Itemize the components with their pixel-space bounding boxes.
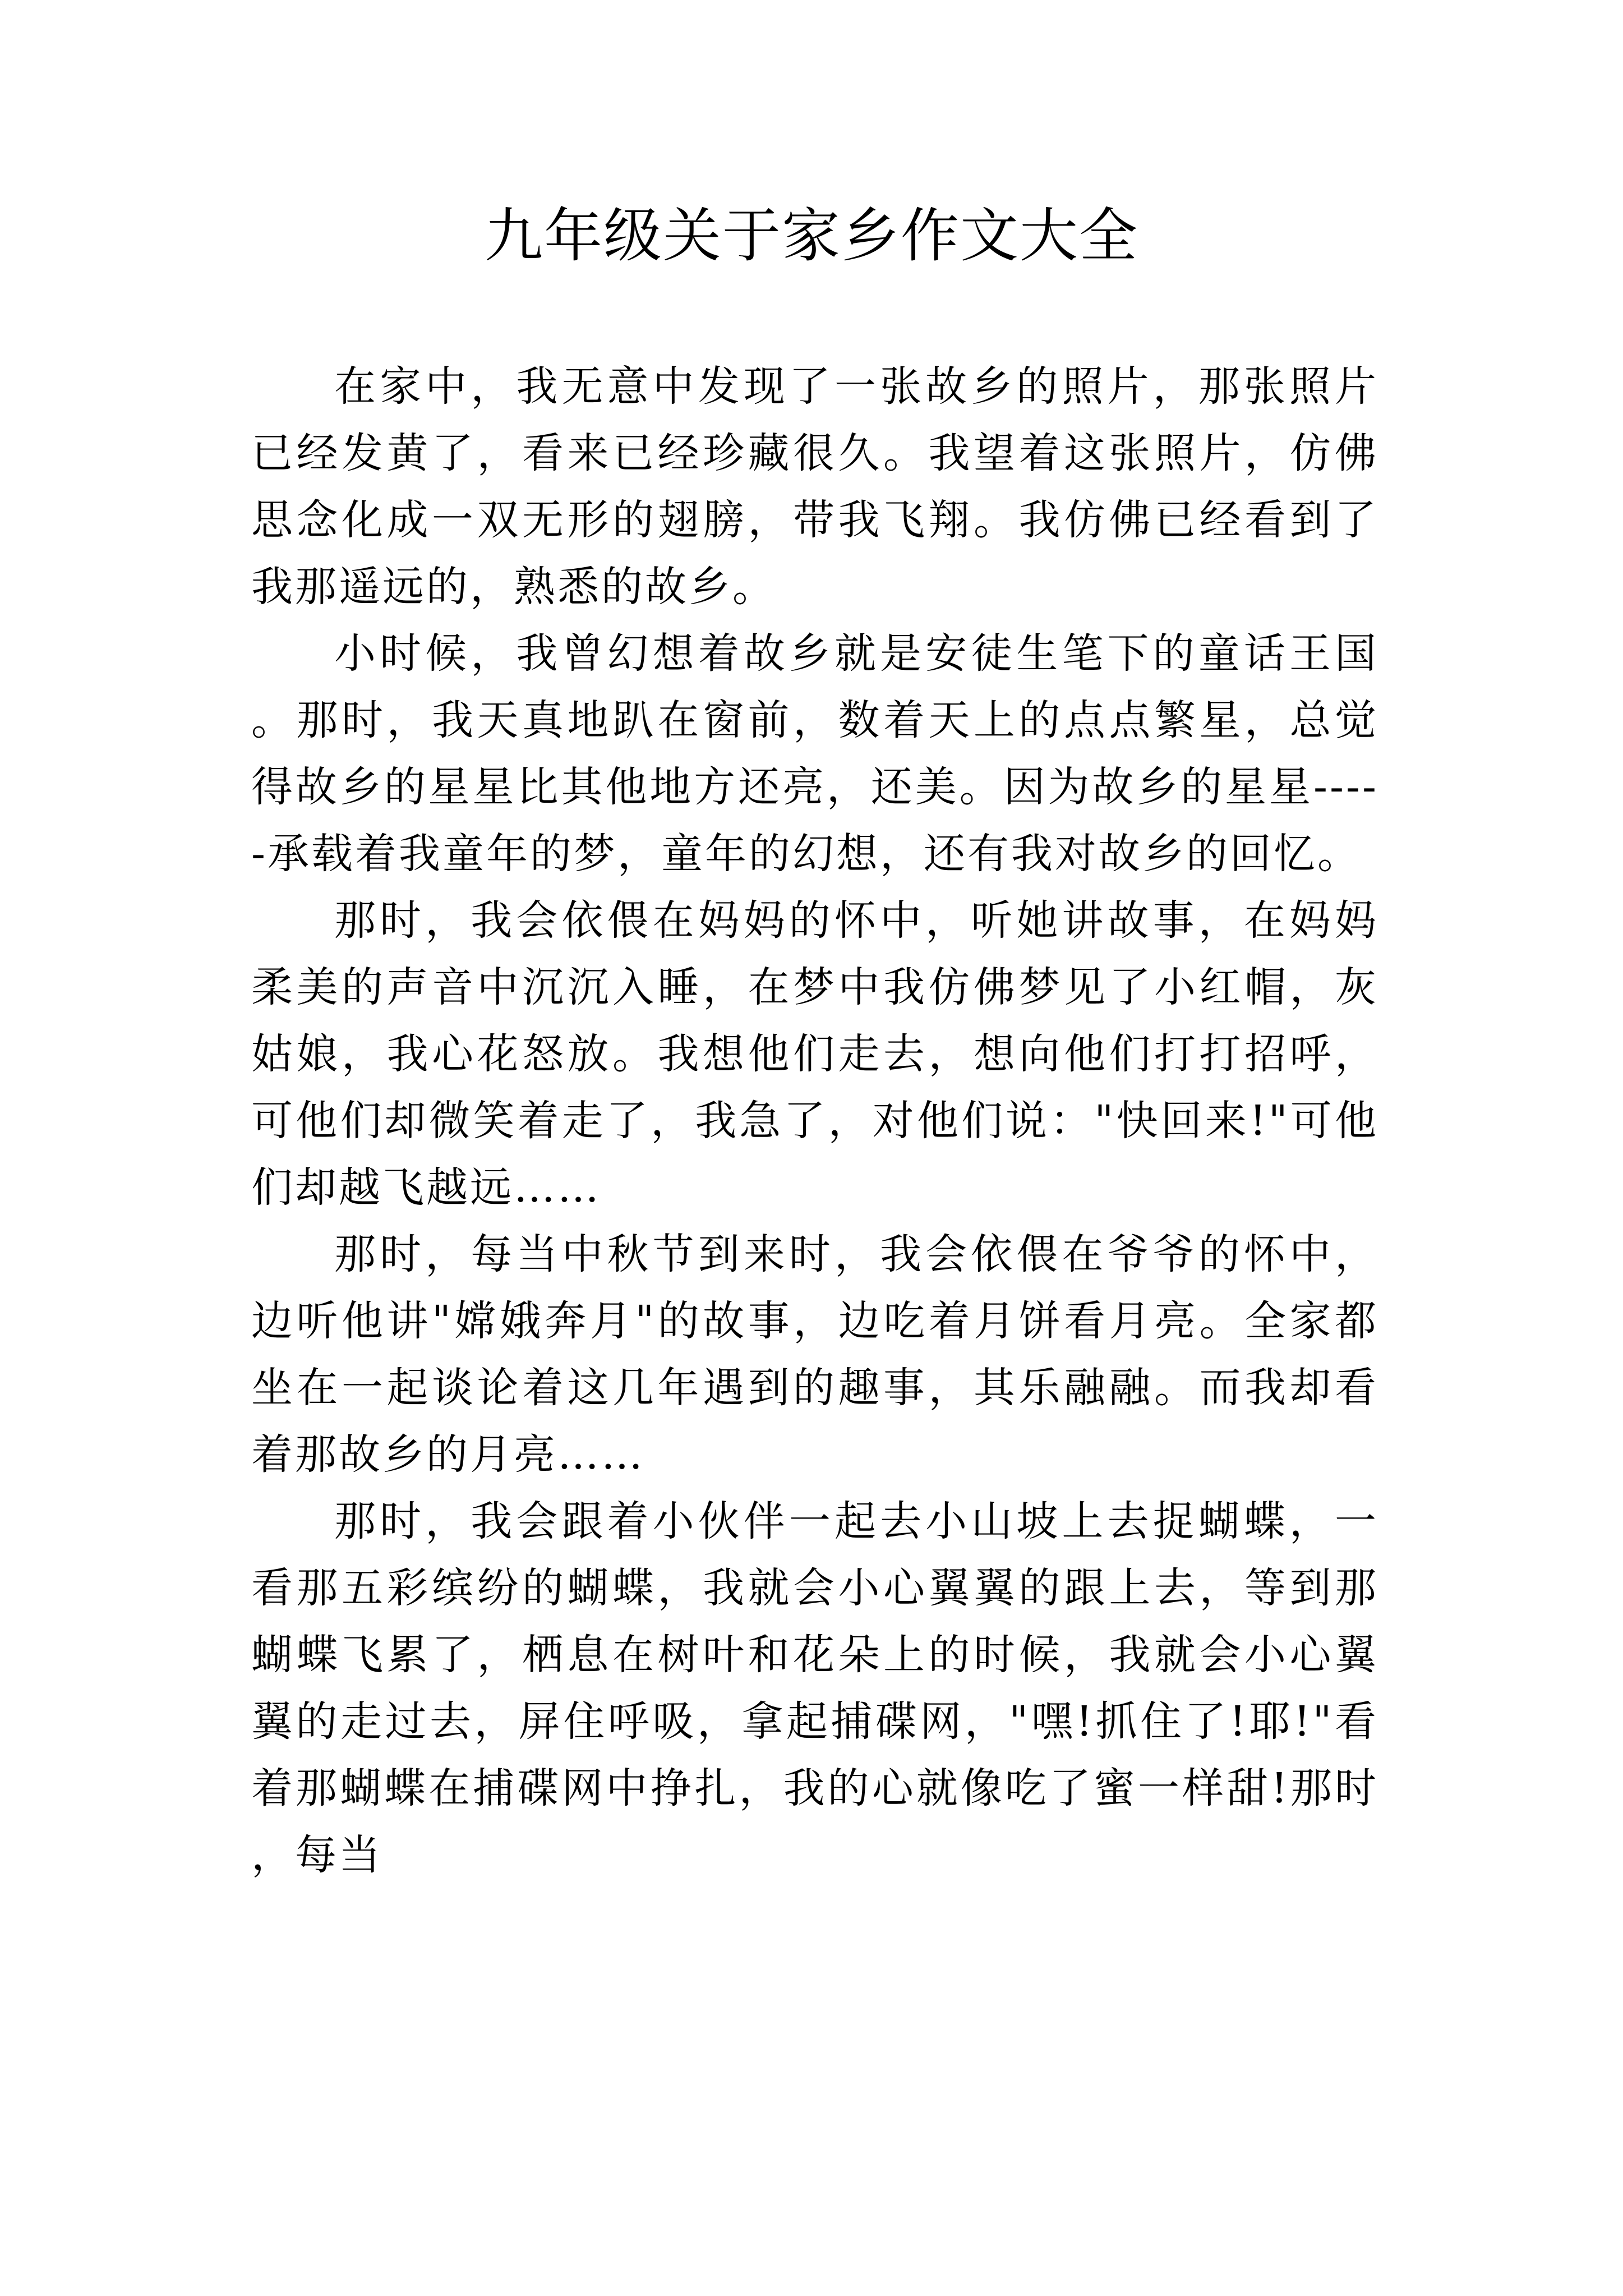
- paragraph: 那时，我会跟着小伙伴一起去小山坡上去捉蝴蝶，一看那五彩缤纷的蝴蝶，我就会小心翼翼的跟上去，等到那蝴蝶飞累了，栖息在树叶和花朵上的时候，我就会小心翼翼的走过去，屏住呼吸，拿起捕碟网，"嘿!抓住了!耶!"看着那蝴蝶在捕碟网中挣扎，我的心就像吃了蜜一样甜!那时，每当: [251, 1497, 1378, 1879]
- paragraph: 那时，我会依偎在妈妈的怀中，听她讲故事，在妈妈柔美的声音中沉沉入睡，在梦中我仿佛梦见了小红帽，灰姑娘，我心花怒放。我想他们走去，想向他们打打招呼，可他们却微笑着走了，我急了，对他们说："快回来!"可他们却越飞越远……: [251, 896, 1378, 1212]
- paragraph: 小时候，我曾幻想着故乡就是安徒生笔下的童话王国。那时，我天真地趴在窗前，数着天上的点点繁星，总觉得故乡的星星比其他地方还亮，还美。因为故乡的星星-----承载着我童年的梦，童年的幻想，还有我对故乡的回忆。: [251, 629, 1378, 878]
- document-body: [251, 353, 1378, 1889]
- paragraph: 那时，每当中秋节到来时，我会依偎在爷爷的怀中，边听他讲"嫦娥奔月"的故事，边吃着月饼看月亮。全家都坐在一起谈论着这几年遇到的趣事，其乐融融。而我却看着那故乡的月亮……: [251, 1230, 1378, 1479]
- document-title: 九年级关于家乡作文大全: [484, 201, 1138, 270]
- paragraph: 在家中，我无意中发现了一张故乡的照片，那张照片已经发黄了，看来已经珍藏很久。我望着这张照片，仿佛思念化成一双无形的翅膀，带我飞翔。我仿佛已经看到了我那遥远的，熟悉的故乡。: [251, 362, 1378, 611]
